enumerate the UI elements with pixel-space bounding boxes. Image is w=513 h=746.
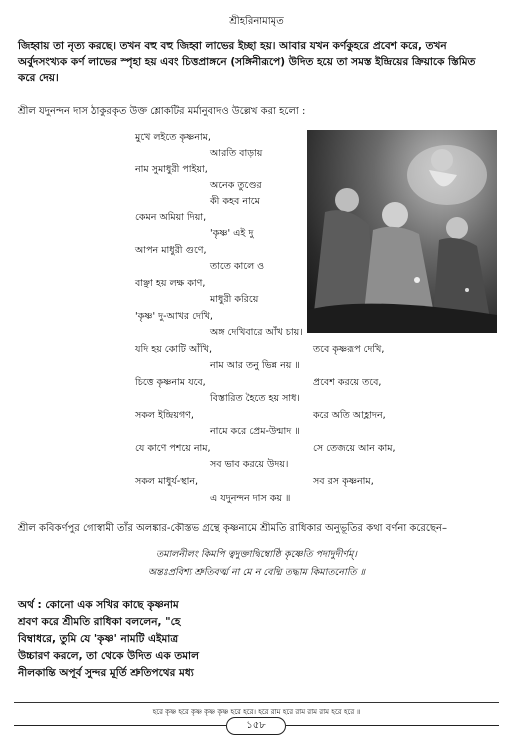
poem-line: আপন মাধুরী গুণে, — [135, 245, 207, 256]
page-number: ১৫৮ — [226, 717, 286, 735]
poem-line: যদি হয় কোটি আঁখি, — [135, 344, 213, 355]
meaning-label: অর্থ : — [18, 599, 42, 611]
poem-line: 'কৃষ্ণ' দু-আখর দেখি, — [135, 311, 213, 322]
sanskrit-verse-line-2: অন্তঃপ্রবিশ্য শ্রুতিবর্ত্ম না মে ন বেদ্মি তদ্ধাম কিমাতনোতি ॥ — [148, 567, 365, 578]
poem-line: তবে কৃষ্ণরূপ দেখি, — [313, 344, 385, 355]
poem-line: মুখে লইতে কৃষ্ণনাম, — [135, 132, 211, 143]
poem-line: এ যদুনন্দন দাস কয় ॥ — [210, 493, 291, 504]
meaning-line-5: নীলকান্তি অপূর্ব সুন্দর মূর্তি শ্রুতিপথের মধ্য — [18, 667, 194, 679]
radha-krishna-illustration — [307, 130, 497, 333]
footer-mantra: হরে কৃষ্ণ হরে কৃষ্ণ কৃষ্ণ কৃষ্ণ হরে হরে। হরে রাম হরে রাম রাম রাম হরে হরে ॥ — [152, 708, 361, 716]
poem-line: অনেক তুণ্ডের — [210, 180, 262, 191]
poem-line: অঙ্গ দেখিবারে আঁখ চায়। — [210, 327, 303, 338]
footer-rule-right — [286, 725, 499, 726]
poem-line: বাঞ্ছা হয় লক্ষ কাণ, — [135, 278, 206, 289]
intro-line-3: করে দেয়। — [18, 72, 59, 84]
poem-line: সব ভাব করয়ে উদয়। — [210, 459, 289, 470]
footer-rule-top — [14, 702, 499, 703]
poem-line: 'কৃষ্ণ' এই দু — [210, 228, 254, 239]
footer-rule-left — [14, 725, 226, 726]
poem-line: সকল ইন্দ্রিয়গণ, — [135, 410, 194, 421]
poem-line: নাম আর তনু ভিন্ন নয় ॥ — [210, 360, 300, 371]
poem-line: সকল মাধুর্য-স্থান, — [135, 476, 199, 487]
poem-line: প্রবেশ করয়ে তবে, — [313, 377, 382, 388]
kavi-karnapura-paragraph: শ্রীল কবিকর্ণপুর গোস্বামী তাঁর অলঙ্কার-কৌস্তভ গ্রন্থে কৃষ্ণনামে শ্রীমতি রাধিকার অনুভূতির কথা বর্ণনা করেছেন– — [18, 523, 447, 534]
poem-line: করে অতি আহ্লাদন, — [313, 410, 386, 421]
page-header: শ্রীহরিনামামৃত — [229, 16, 284, 27]
poem-line: সব রস কৃষ্ণনাম, — [313, 476, 374, 487]
poem-line: তাতে কালে ও — [210, 261, 265, 272]
poem-line: কেমন অমিয়া দিয়া, — [135, 212, 207, 223]
poem-intro: শ্রীল যদুনন্দন দাস ঠাকুরকৃত উক্ত শ্লোকটির মর্মানুবাদও উল্লেখ করা হলো : — [18, 106, 306, 117]
meaning-line-1: অর্থ : কোনো এক সখির কাছে কৃষ্ণনাম — [18, 599, 179, 611]
poem-line: কী কহব নামে — [210, 196, 260, 207]
meaning-line-2: শ্রবণ করে শ্রীমতি রাধিকা বললেন, "হে — [18, 616, 181, 628]
intro-line-2: অর্বুদসংখ্যক কর্ণ লাভের স্পৃহা হয় এবং চিত্তপ্রাঙ্গনে (সঙ্গিনীরূপে) উদিত হয়ে তা সমস্ত ইন্দ্রিয়ের ক্রিয়াকে স্তিমিত — [18, 56, 476, 68]
meaning-line-3: বিম্বাধরে, তুমি যে 'কৃষ্ণ' নামটি এইমাত্র — [18, 633, 179, 645]
poem-line: নাম সুমাধুরী পাইয়া, — [135, 164, 208, 175]
poem-line: সে তেজয়ে আন কাম, — [313, 443, 396, 454]
poem-line: আরতি বাড়ায় — [210, 148, 263, 159]
radha-krishna-image — [307, 130, 497, 333]
poem-line: নামে করে প্রেম-উন্মাদ ॥ — [210, 426, 300, 437]
meaning-paragraph — [18, 597, 258, 682]
poem-line: যে কাণে পশয়ে নাম, — [135, 443, 211, 454]
intro-line-1: জিহ্বায় তা নৃত্য করছে। তখন বহু বহু জিহ্বা লাভের ইচ্ছা হয়। আবার যখন কর্ণকুহরে প্রবেশ করে, তখন — [18, 40, 447, 52]
poem-line: মাধুরী করিয়ে — [210, 294, 259, 305]
sanskrit-verse-line-1: তমালনীলং কিমপি ত্বদুক্তাদ্বিম্বোষ্ঠি কৃষ্ণেতি পদাদুদীর্ণম্। — [156, 549, 357, 560]
poem-line: চিত্তে কৃষ্ণনাম যবে, — [135, 377, 206, 388]
poem-line: বিস্তারিত হৈতে হয় সাধ। — [210, 393, 300, 404]
meaning-line-4: উচ্চারণ করলে, তা থেকে উদিত এক তমাল — [18, 650, 199, 662]
